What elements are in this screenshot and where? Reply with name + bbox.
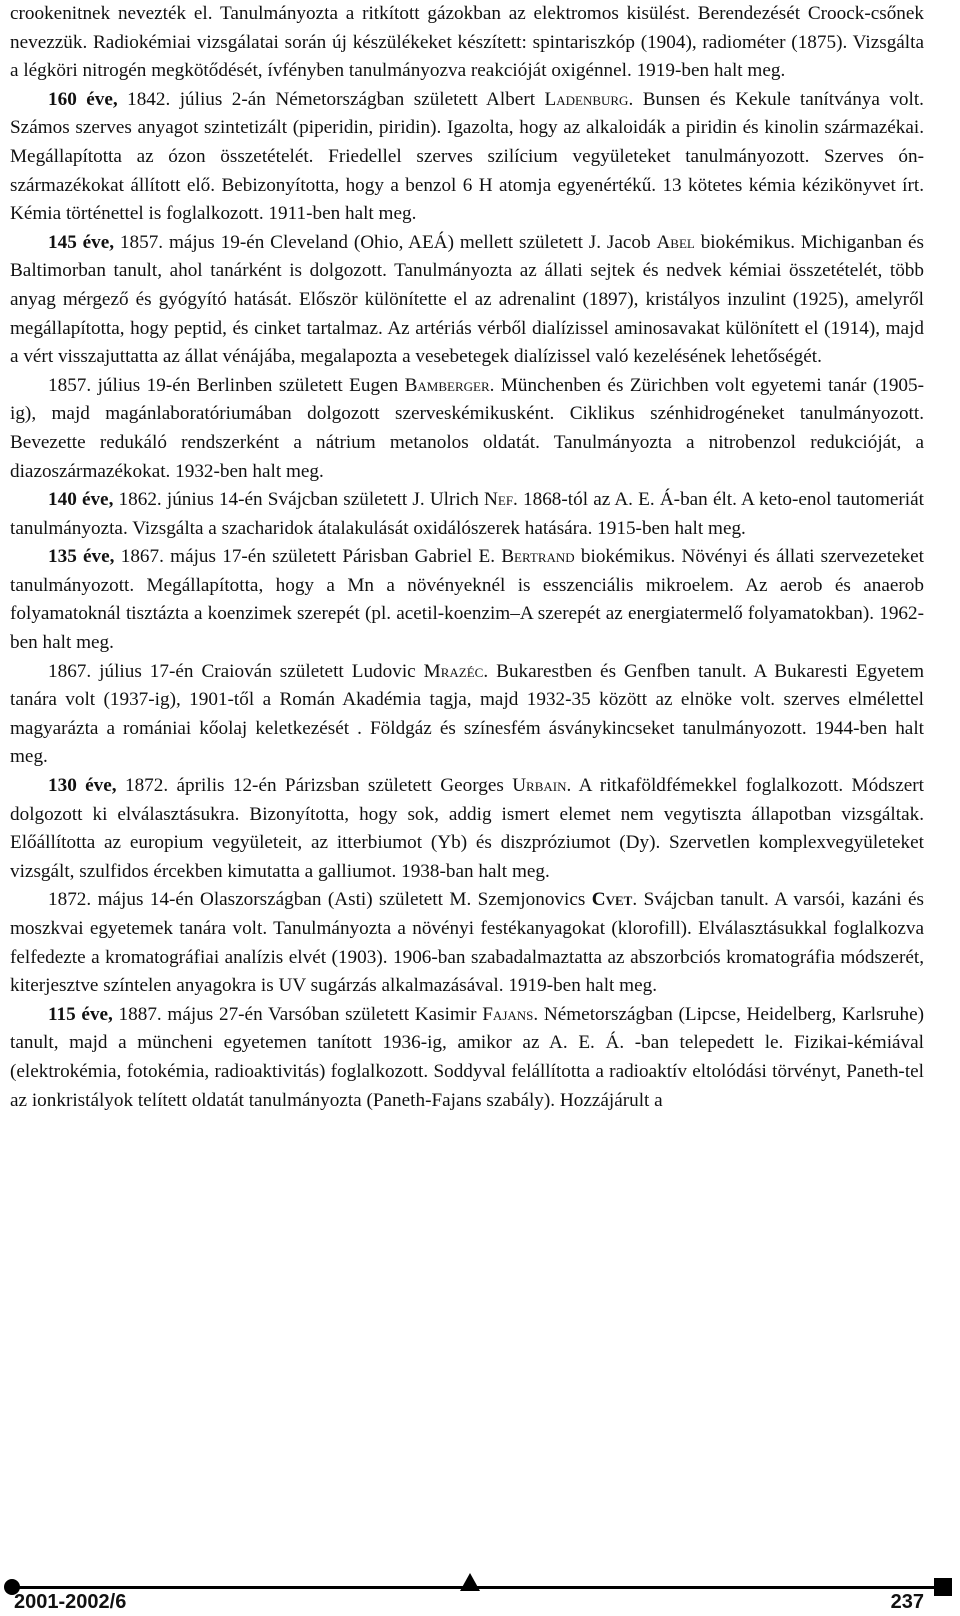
text-column [10,0,924,1115]
person-name: Bamberger [404,374,490,396]
paragraph-text: biokémikus. Növényi és állati szervezeteket tanulmányozott. Megállapította, hogy a Mn a növényeknél is esszenciális mikroelem. Az aerob és anaerob folyamatoknál tisztázta a koenzimek szerepét (pl. acetil-koenzim–A szerepét az energiatermelő folyamatokban). 1962-ben halt meg. [10,546,924,654]
person-name: Bertrand [501,546,575,568]
paragraph-text: 1857. május 19-én Cleveland (Ohio, AEÁ) mellett született J. Jacob [114,231,657,253]
page-footer [0,1570,960,1616]
paragraph-text: . 1868-tól az A. E. Á-ban élt. A keto-enol tautomeriát tanulmányozta. Vizsgálta a szacharidok átalakulását oxidálószerek hatására. 1915-ben halt meg. [10,489,924,539]
paragraph-text: 1887. május 27-én Varsóban született Kasimir [112,1003,483,1025]
issue-number: 2001-2002/6 [14,1591,127,1613]
triangle-marker-icon [460,1573,480,1591]
anniversary-label: 130 éve, [48,775,117,797]
paragraph-fajans [10,1001,924,1115]
paragraph-text: 1872. május 14-én Olaszországban (Asti) született M. Szemjonovics [48,889,592,911]
paragraph-urbain [10,772,924,886]
paragraph-text: 1857. július 19-én Berlinben született Eugen [48,374,405,396]
footer-rule [14,1586,946,1589]
paragraph-text: 1842. július 2-án Németországban született Albert [117,88,545,110]
paragraph-text: biokémikus. Michiganban és Baltimorban tanult, ahol tanárként is dolgozott. Tanulmányozta az állati sejtek és nedvek kémiai összetételét, több anyag mérgező és gyógyító hatását. Először különítette el az adrenalint (1897), kristályos inzulint (1925), amelyről megállapította, hogy peptid, és cinket tartalmaz. Az artériás vérből dialízissel aminosavakat különített el (1914), majd a vért visszajuttatta az állat vénájába, megalapozta a vesebetegek dialízissel való kezelésének lehetőségét. [10,231,924,368]
person-name: Ladenburg [544,88,629,110]
paragraph-text: . A ritkaföldfémekkel foglalkozott. Módszert dolgozott ki elválasztásukra. Bizonyította, hogy sok, addig ismert elemet nem vegytiszta állapotban vizsgáltak. Előállította az europium vegyületeit, az itterbiumot (Yb) és diszpróziumot (Dy). Szervetlen komplexvegyületeket vizsgált, szulfidos ércekben kimutatta a galliumot. 1938-ban halt meg. [10,775,925,882]
person-name: Cvet [591,889,633,911]
paragraph-text: 1867. július 17-én Craiován született Ludovic [48,660,424,682]
anniversary-label: 140 éve, [48,489,114,511]
page-number: 237 [890,1591,924,1613]
person-name: Urbain [512,775,567,797]
paragraph-cvet [10,886,924,1000]
anniversary-label: 115 éve, [48,1003,113,1025]
person-name: Abel [656,231,695,253]
person-name: Nef [484,489,514,511]
paragraph-text: . Svájcban tanult. A varsói, kazáni és moszkvai egyetemek tanára volt. Tanulmányozta a növényi festékanyagokat (klorofill). Elválasztásukkal foglalkozva felfedezte a kromatográfiai analízis elvét (1903). 1906-ban szabadalmaztatta az abszorbciós kromatográfia módszerét, kiterjesztve színtelen anyagokra is UV sugárzás alkalmazásával. 1919-ben halt meg. [10,889,924,997]
anniversary-label: 135 éve, [48,546,115,568]
person-name: Fajans [482,1003,534,1025]
paragraph-text: . Münchenben és Zürichben volt egyetemi tanár (1905-ig), majd magánlaboratóriumában dolgozott szerveskémikusként. Ciklikus szénhidrogéneket tanulmányozott. Bevezette redukáló rendszerként a nátrium metanolos oldatát. Tanulmányozta a nitrobenzol redukcióját, a diazoszármazékokat. 1932-ben halt meg. [10,374,925,482]
anniversary-label: 145 éve, [48,231,115,253]
paragraph-text: 1862. június 14-én Svájcban született J. Ulrich [113,489,485,511]
paragraph-bertrand [10,543,924,657]
paragraph-text: . Bukarestben és Genfben tanult. A Bukaresti Egyetem tanára volt (1937-ig), 1901-től a Román Akadémia tagja, majd 1932-35 között az elnöke volt. szerves elmélettel magyarázta a romániai kőolaj keletkezését . Földgáz és színesfém ásványkincseket tanulmányozott. 1944-ben halt meg. [10,660,925,768]
paragraph-mrazec [10,658,924,772]
anniversary-label: 160 éve, [48,88,118,110]
paragraph-ladenburg [10,86,924,229]
paragraph-crookes-end [10,0,924,86]
person-name: Mrazéc [423,660,484,682]
article-body [10,0,924,1115]
square-marker-icon [934,1578,952,1596]
paragraph-text: crookenitnek nevezték el. Tanulmányozta a ritkított gázokban az elektromos kisülést. Berendezését Croock-csőnek nevezzük. Radiokémiai vizsgálatai során új készülékeket készített: spintariszkóp (1904), radiométer (1875). Vizsgálta a légköri nitrogén megkötődését, ívfényben tanulmányozva reakcióját oxigénnel. 1919-ben halt meg. [10,3,924,82]
paragraph-text: . Bunsen és Kekule tanítványa volt. Számos szerves anyagot szintetizált (piperidin, piridin). Igazolta, hogy az alkaloidák a piridin és kinolin származékai. Megállapította az ózon összetételét. Friedellel szerves szilícium vegyületeket tanulmányozott. Szerves ón-származékokat állított elő. Bebizonyította, hogy a benzol 6 H atomja egyenértékű. 13 kötetes kémia kézikönyvet írt. Kémia történettel is foglalkozott. 1911-ben halt meg. [10,88,924,225]
paragraph-bamberger [10,372,924,486]
paragraph-text: 1867. május 17-én született Párisban Gabriel E. [114,546,502,568]
paragraph-text: . Németországban (Lipcse, Heidelberg, Karlsruhe) tanult, majd a müncheni egyetemen tanított 1936-ig, amikor az A. E. Á. -ban telepedett le. Fizikai-kémiával (elektrokémia, fotokémia, radioaktivitás) foglalkozott. Soddyval felállította a radioaktív eltolódási törvényt, Paneth-tel az ionkristályok telített oldatát tanulmányozta (Paneth-Fajans szabály). Hozzájárult a [10,1003,924,1111]
paragraph-abel [10,229,924,372]
paragraph-text: 1872. április 12-én Párizsban született Georges [116,775,513,797]
paragraph-nef [10,486,924,543]
